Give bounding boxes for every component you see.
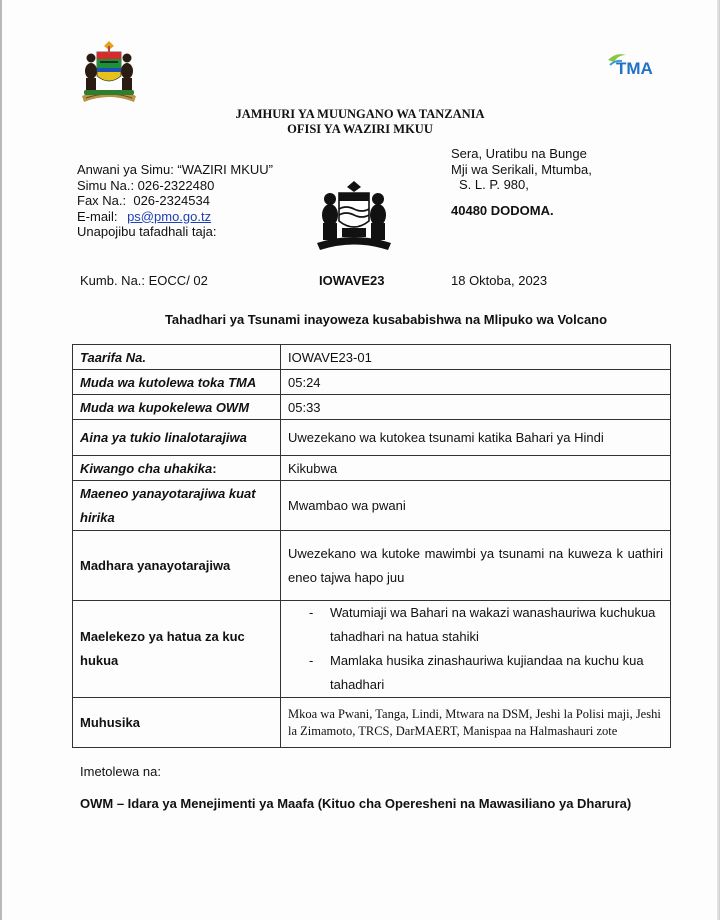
tma-logo <box>606 52 670 78</box>
republic-heading: JAMHURI YA MUUNGANO WA TANZANIA <box>235 107 485 121</box>
row-value: IOWAVE23-01 <box>281 345 671 370</box>
row-label: Taarifa Na. <box>73 345 281 370</box>
po-box: S. L. P. 980, <box>459 177 529 192</box>
department-name: Sera, Uratibu na Bunge <box>451 146 587 161</box>
reply-note: Unapojibu tafadhali taja: <box>77 224 217 239</box>
email-link[interactable]: ps@pmo.go.tz <box>127 208 212 224</box>
right-address-block <box>451 146 651 218</box>
fax-number: Fax Na.: 026-2324534 <box>77 193 210 208</box>
row-value: Uwezekano wa kutoke mawimbi ya tsunami na kuweza k uathiri eneo tajwa hapo juu <box>281 531 671 601</box>
left-address-block <box>77 162 317 240</box>
row-value: Uwezekano wa kutokea tsunami katika Bahari ya Hindi <box>281 420 671 456</box>
city-postcode: 40480 DODOMA. <box>451 202 554 218</box>
table-row <box>73 420 671 456</box>
row-label: Muda wa kutolewa toka TMA <box>73 370 281 395</box>
row-value: Kikubwa <box>281 456 671 481</box>
row-label: Aina ya tukio linalotarajiwa <box>73 420 281 456</box>
alert-code: IOWAVE23 <box>319 273 385 288</box>
row-value: 05:33 <box>281 395 671 420</box>
row-label: Maelekezo ya hatua za kuc hukua <box>73 601 281 698</box>
label-colon: : <box>212 460 217 476</box>
reference-number: Kumb. Na.: EOCC/ 02 <box>80 273 208 288</box>
row-label: Madhara yanayotarajiwa <box>73 531 281 601</box>
svg-text:TMA: TMA <box>616 59 653 78</box>
issuer-name: OWM – Idara ya Menejimenti ya Maafa (Kituo cha Operesheni na Mawasiliano ya Dharura) <box>80 796 632 811</box>
table-row <box>73 395 671 420</box>
row-label: Muhusika <box>73 698 281 748</box>
row-label: Kiwango cha uhakika <box>80 460 213 476</box>
list-item: - Watumiaji wa Bahari na wakazi wanashauriwa kuchukua tahadhari na hatua stahiki <box>288 601 663 649</box>
row-value: 05:24 <box>281 370 671 395</box>
row-label: Muda wa kupokelewa OWM <box>73 395 281 420</box>
table-row <box>73 531 671 601</box>
email-line <box>77 209 317 225</box>
office-heading: OFISI YA WAZIRI MKUU <box>287 122 433 136</box>
row-label-group <box>73 456 281 481</box>
row-value: Mwambao wa pwani <box>281 481 671 531</box>
page-edge-left <box>0 0 2 920</box>
table-row <box>73 370 671 395</box>
location: Mji wa Serikali, Mtumba, <box>451 161 592 177</box>
document-date: 18 Oktoba, 2023 <box>451 273 548 288</box>
row-value-list <box>281 601 671 698</box>
alert-title: Tahadhari ya Tsunami inayoweza kusababishwa na Mlipuko wa Volcano <box>164 312 608 327</box>
row-value: Mkoa wa Pwani, Tanga, Lindi, Mtwara na DSM, Jeshi la Polisi maji, Jeshi la Zimamoto, TRCS, DarMAERT, Manispaa na Halmashauri zote <box>281 698 671 748</box>
email-label: E-mail: <box>77 208 118 224</box>
alert-details-table <box>72 344 671 748</box>
issued-by-label: Imetolewa na: <box>80 764 161 779</box>
table-row <box>73 698 671 748</box>
coat-of-arms-logo <box>78 38 140 104</box>
row-label: Maeneo yanayotarajiwa kuat hirika <box>73 481 281 531</box>
center-coat-of-arms <box>314 181 394 251</box>
telegram-address: Anwani ya Simu: “WAZIRI MKUU” <box>77 162 273 177</box>
phone-number: Simu Na.: 026-2322480 <box>77 177 215 193</box>
instructions-list <box>288 601 663 697</box>
table-row <box>73 345 671 370</box>
table-row <box>73 481 671 531</box>
list-item: - Mamlaka husika zinashauriwa kujiandaa na kuchu kua tahadhari <box>288 649 663 697</box>
table-row <box>73 456 671 481</box>
table-row <box>73 601 671 698</box>
